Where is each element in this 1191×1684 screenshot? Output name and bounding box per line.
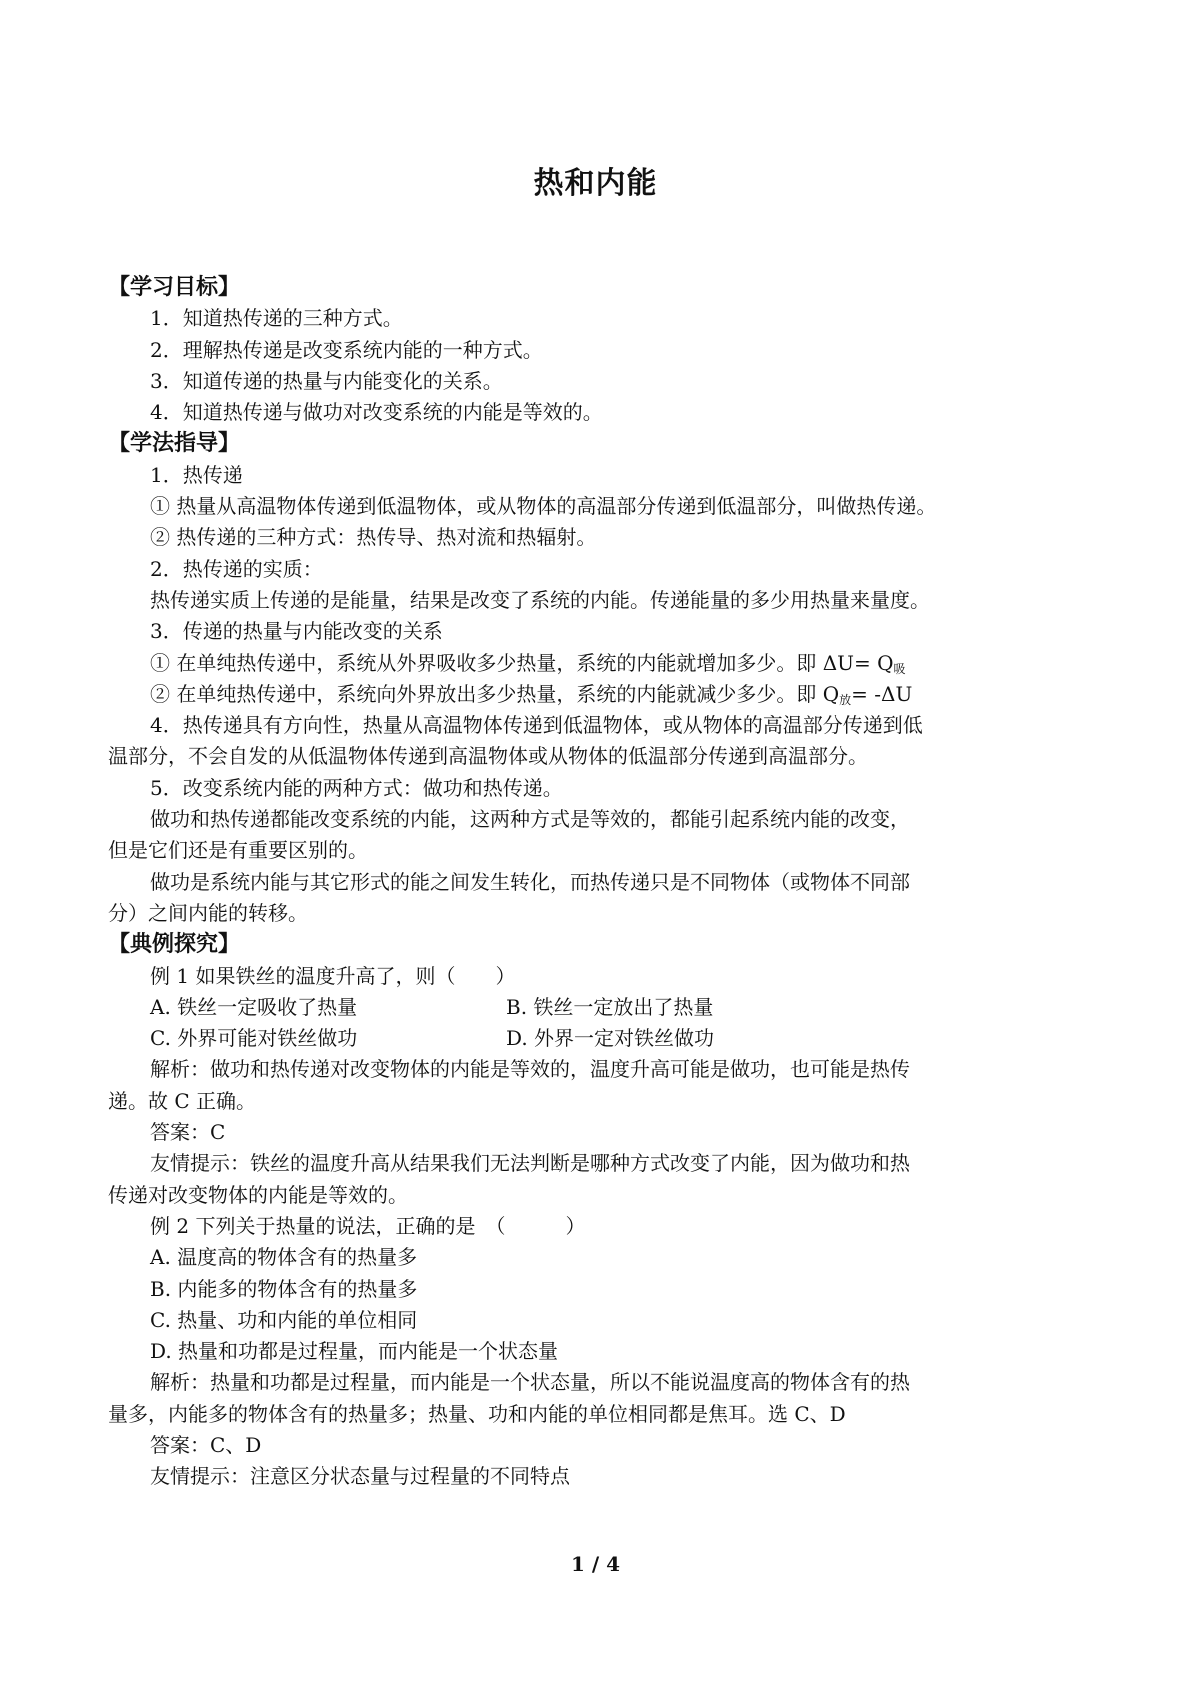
subscript: 放 [839, 692, 852, 707]
method-text: ① 在单纯热传递中，系统从外界吸收多少热量，系统的内能就增加多少。即 ΔU= Q [150, 650, 894, 675]
option-d: D. 外界一定对铁丝做功 [506, 1026, 715, 1051]
method-text: 做功是系统内能与其它形式的能之间发生转化，而热传递只是不同物体（或物体不同部 [150, 869, 910, 894]
analysis-text: 解析：做功和热传递对改变物体的内能是等效的，温度升高可能是做功，也可能是热传 [150, 1057, 910, 1082]
method-text: ② 热传递的三种方式：热传导、热对流和热辐射。 [150, 525, 597, 550]
option-c: C. 热量、功和内能的单位相同 [150, 1307, 418, 1332]
method-text: 热传递实质上传递的是能量，结果是改变了系统的内能。传递能量的多少用热量来量度。 [150, 587, 930, 612]
option-d: D. 热量和功都是过程量，而内能是一个状态量 [150, 1339, 559, 1364]
method-text: 4．热传递具有方向性，热量从高温物体传递到低温物体，或从物体的高温部分传递到低 [150, 713, 923, 738]
analysis-text: 解析：热量和功都是过程量，而内能是一个状态量，所以不能说温度高的物体含有的热 [150, 1370, 910, 1395]
goal-item: 4．知道热传递与做功对改变系统的内能是等效的。 [150, 400, 603, 425]
subscript: 吸 [893, 661, 906, 676]
section-heading-goals: 【学习目标】 [108, 275, 241, 300]
method-text: 分）之间内能的转移。 [108, 900, 308, 925]
section-heading-examples: 【典例探究】 [108, 932, 241, 958]
goal-item: 2．理解热传递是改变系统内能的一种方式。 [150, 337, 543, 362]
option-a: A. 铁丝一定吸收了热量 [150, 994, 358, 1019]
page-number: 1 / 4 [570, 1552, 621, 1576]
method-point-title: 5．改变系统内能的两种方式：做功和热传递。 [150, 775, 563, 800]
option-row [108, 1023, 1108, 1054]
method-point-title: 2．热传递的实质： [150, 556, 323, 581]
answer-text: 答案：C、D [150, 1432, 262, 1457]
method-text: 温部分，不会自发的从低温物体传递到高温物体或从物体的低温部分传递到高温部分。 [108, 744, 868, 769]
goal-item: 3．知道传递的热量与内能变化的关系。 [150, 368, 503, 393]
goal-item: 1．知道热传递的三种方式。 [150, 306, 403, 331]
answer-text: 答案：C [150, 1120, 226, 1145]
method-text: 做功和热传递都能改变系统的内能，这两种方式是等效的，都能引起系统内能的改变， [150, 807, 910, 832]
page-title: 热和内能 [533, 166, 658, 201]
formula-line-absorb [108, 648, 1108, 679]
method-text: 但是它们还是有重要区别的。 [108, 838, 368, 863]
option-c: C. 外界可能对铁丝做功 [150, 1026, 358, 1051]
analysis-text: 递。故 C 正确。 [108, 1088, 257, 1113]
tip-text: 传递对改变物体的内能是等效的。 [108, 1182, 408, 1207]
tip-text: 友情提示：注意区分状态量与过程量的不同特点 [150, 1464, 570, 1489]
option-b: B. 内能多的物体含有的热量多 [150, 1276, 418, 1301]
method-point-title: 1．热传递 [150, 462, 243, 487]
example-question: 例 1 如果铁丝的温度升高了，则（ ） [150, 963, 516, 988]
section-heading-method: 【学法指导】 [108, 431, 241, 457]
analysis-text: 量多，内能多的物体含有的热量多；热量、功和内能的单位相同都是焦耳。选 C、D [108, 1401, 846, 1426]
formula-line-release [108, 679, 1108, 710]
method-point-title: 3．传递的热量与内能改变的关系 [150, 619, 443, 644]
example-question: 例 2 下列关于热量的说法，正确的是 （ ） [150, 1213, 586, 1238]
document-body [108, 272, 1108, 1493]
formula-tail: = -ΔU [851, 681, 913, 706]
tip-text: 友情提示：铁丝的温度升高从结果我们无法判断是哪种方式改变了内能，因为做功和热 [150, 1151, 910, 1176]
option-row [108, 992, 1108, 1023]
option-a: A. 温度高的物体含有的热量多 [150, 1245, 418, 1270]
option-b: B. 铁丝一定放出了热量 [506, 994, 714, 1019]
method-text: ② 在单纯热传递中，系统向外界放出多少热量，系统的内能就减少多少。即 Q [150, 681, 840, 706]
method-text: ① 热量从高温物体传递到低温物体，或从物体的高温部分传递到低温部分，叫做热传递。 [150, 494, 937, 519]
